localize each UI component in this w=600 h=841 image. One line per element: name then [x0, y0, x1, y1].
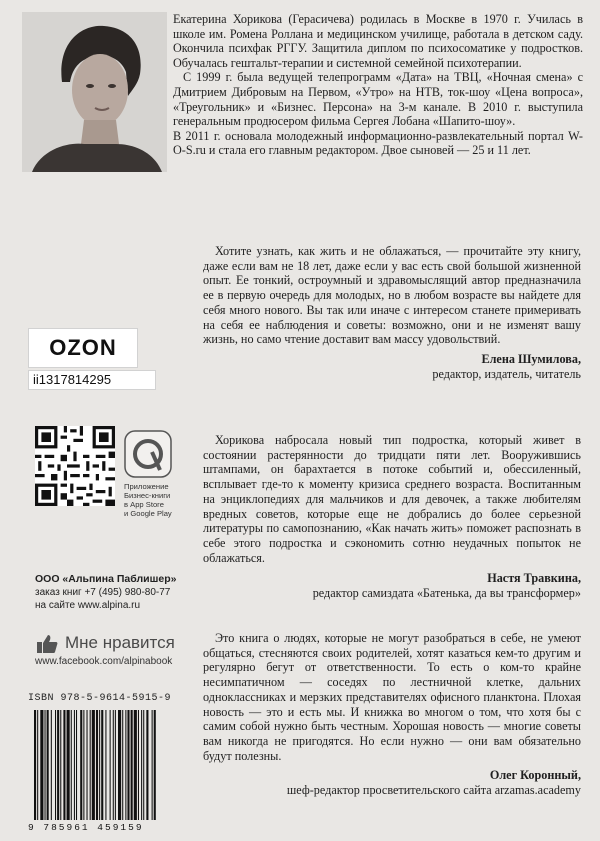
thumbs-up-icon [36, 634, 58, 654]
author-bio [173, 12, 583, 158]
ozon-logo: OZON [49, 335, 117, 360]
review-2 [203, 433, 581, 601]
barcode-number: 9 785961 459159 [28, 822, 144, 833]
app-caption-line: Приложение [124, 482, 169, 491]
isbn: ISBN 978-5-9614-5915-9 [28, 693, 172, 704]
app-caption-line: и Google Play [124, 509, 172, 518]
ozon-code: ii1317814295 [33, 372, 112, 387]
bio-paragraph: Екатерина Хорикова (Герасичева) родилась в Москве в 1970 г. Училась в школе им. Ромена Роллана и медицинском училище, работала в детском саду. Окончила психфак РГГУ. Защитила диплом по психосоматике у подростков. Обучалась гештальт-терапии и системной семейной психотерапии. [173, 12, 583, 70]
barcode-icon [28, 708, 198, 824]
publisher-site: на сайте www.alpina.ru [35, 600, 141, 611]
like-label: Мне нравится [65, 633, 175, 652]
qr-code-icon [35, 426, 115, 506]
review-3 [203, 631, 581, 798]
bio-paragraph: С 1999 г. была ведущей телепрограмм «Дата» на ТВЦ, «Ночная смена» с Дмитрием Дибровым на Первом, «Утро» на НТВ, ток-шоу «Цена вопроса», «Треугольник» и «Бизнес. Персона» на 3-м канале. В 2010 г. выступила генеральным продюсером фильма Сергея Лобана «Шапито-шоу». [173, 70, 583, 129]
reviewer-role: редактор, издатель, читатель [432, 366, 581, 381]
app-caption-line: в App Store [124, 500, 164, 509]
ozon-sticker [28, 328, 138, 368]
author-portrait-illustration [22, 12, 167, 172]
ozon-code-label [28, 370, 156, 390]
review-text: Хотите узнать, как жить и не облажаться, — прочитайте эту книгу, даже если вам не 18 лет, даже если у вас есть свой большой жизненной опыт. Ее тонкий, остроумный и здравомыслящий автор предназначила ее в первую очередь для молодых, но в любом возрасте вы найдете для себя много нового. Вы так или иначе с интересом станете примеривать на себя ее наблюдения и советы: возможно, они и не изменят вашу жизнь, но само чтение доставит вам массу удовольствий. [203, 244, 581, 347]
review-1 [203, 244, 581, 382]
author-photo [22, 12, 167, 172]
review-text: Хорикова набросала новый тип подростка, который живет в состоянии растерянности до тридцати пяти лет. Вооружившись штампами, он барахтается в потоке событий и, обессиленный, всплывает где-то к моменту кризиса среднего возраста. Воспитанным на энциклопедиях для мальчиков и для девочек, а также любителям вредных советов, которые еще не добрались до более серьезной литературы по самопознанию, «Как начать жить» поможет распознать в себе этого подростка и сэкономить сотню неудачных попыток не облажаться. [203, 433, 581, 565]
bio-paragraph: В 2011 г. основала молодежный информационно-развлекательный портал W-O-S.ru и стала его главным редактором. Двое сыновей — 25 и 11 лет. [173, 128, 583, 158]
publisher-info [35, 573, 205, 612]
reviewer-role: редактор самиздата «Батенька, да вы трансформер» [312, 586, 581, 601]
reviewer-name: Настя Травкина, [487, 571, 581, 586]
app-caption [124, 482, 204, 518]
review-text: Это книга о людях, которые не могут разобраться в себе, не умеют общаться, стесняются своих родителей, хотят казаться кем-то другим и регулярно бегут от ответственности. То есть о ком-то крайне несимпатичном — соседях по лестничной клетке, дальних одноклассниках и мерзких представителях офисного планктона. Плохая новость — это и есть мы. И книжка во многом о том, что хотя бы с самим собой нужно быть честным. Хорошая новость — многие советы вам никогда не пригодятся. Но если нужно — они вам обязательно будут полезны. [203, 631, 581, 763]
publisher-name: ООО «Альпина Паблишер» [35, 573, 177, 585]
publisher-phone: заказ книг +7 (495) 980-80-77 [35, 587, 171, 598]
app-icon [124, 430, 172, 478]
app-caption-line: Бизнес-книги [124, 491, 171, 500]
reviewer-name: Олег Коронный, [489, 768, 581, 783]
reviewer-role: шеф-редактор просветительского сайта arzamas.academy [286, 783, 581, 798]
facebook-url: www.facebook.com/alpinabook [35, 656, 173, 667]
reviewer-name: Елена Шумилова, [481, 351, 581, 366]
